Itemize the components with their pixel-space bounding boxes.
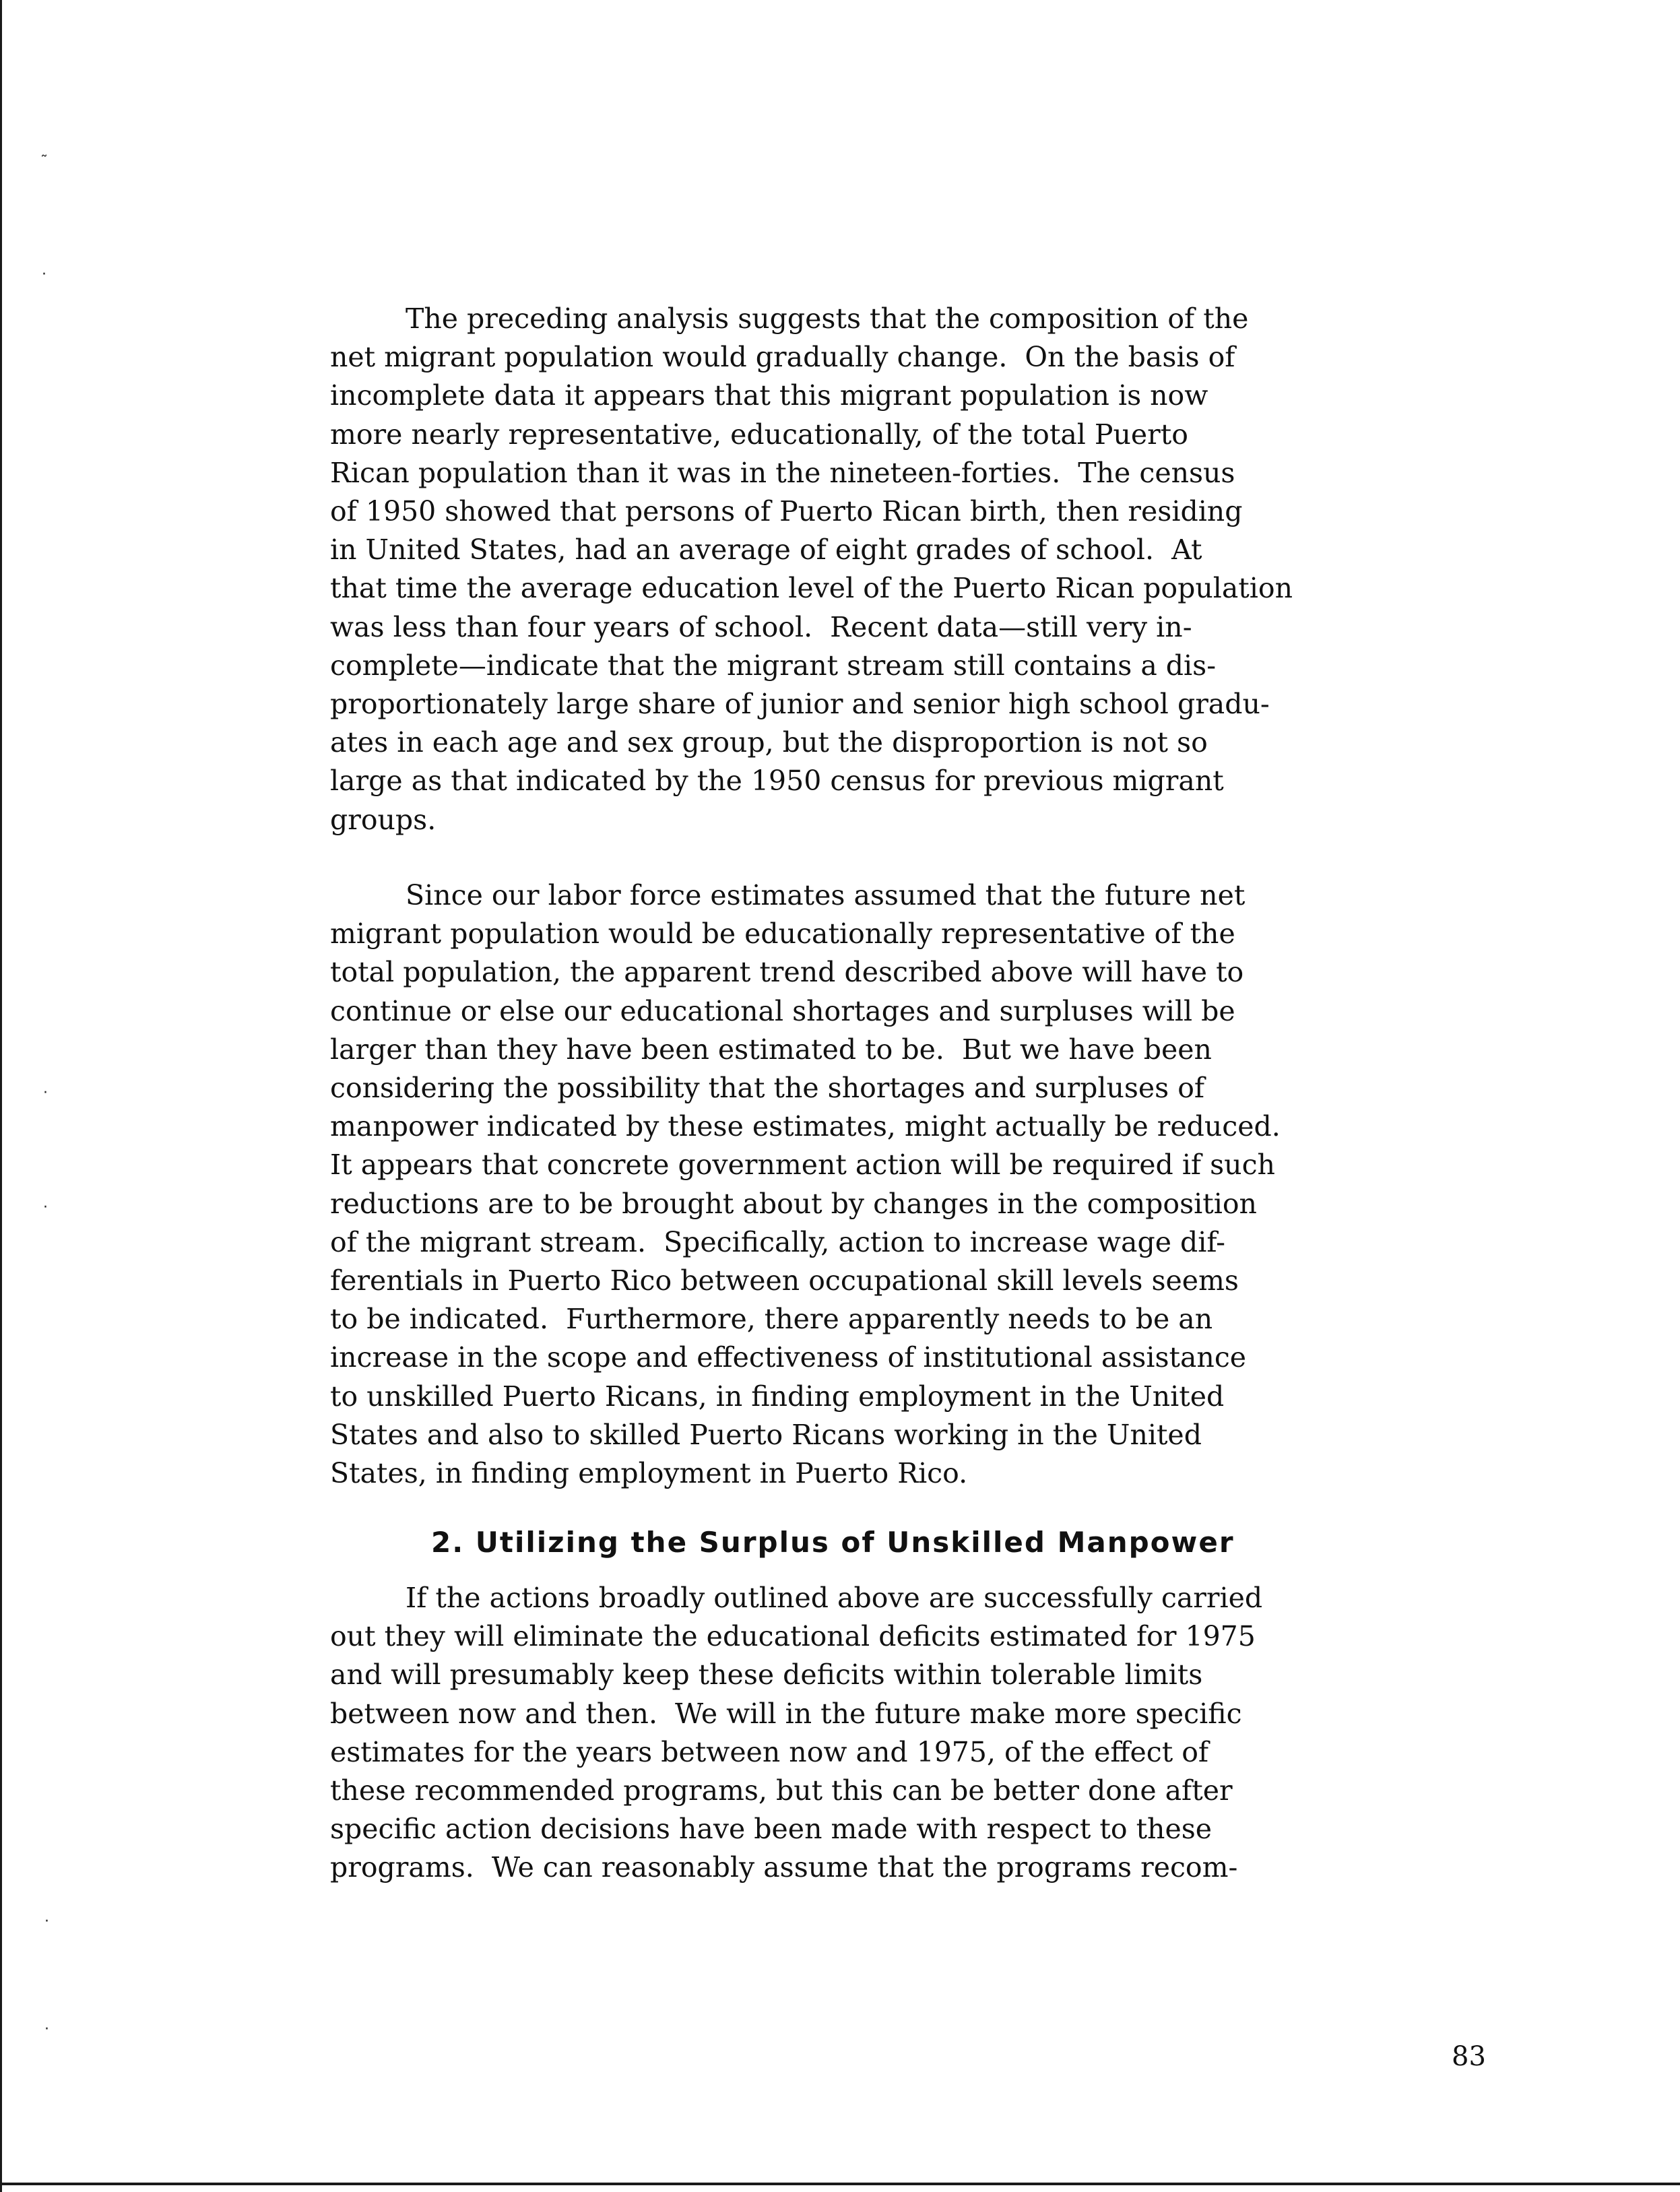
- margin-speck-mark: ·: [43, 1085, 48, 1101]
- section-heading: 2. Utilizing the Surplus of Unskilled Manpower: [431, 1526, 1235, 1559]
- text-line: States, in finding employment in Puerto Rico.: [330, 1457, 968, 1490]
- page-bottom-edge: [0, 2183, 1680, 2185]
- text-line: ates in each age and sex group, but the disproportion is not so: [330, 726, 1208, 759]
- text-line: The preceding analysis suggests that the composition of the: [406, 302, 1249, 335]
- text-line: incomplete data it appears that this migrant population is now: [330, 379, 1208, 412]
- text-line: to be indicated. Furthermore, there apparently needs to be an: [330, 1303, 1213, 1336]
- text-line: States and also to skilled Puerto Ricans working in the United: [330, 1418, 1202, 1451]
- text-line: of the migrant stream. Specifically, action to increase wage dif-: [330, 1225, 1225, 1258]
- text-line: larger than they have been estimated to be. But we have been: [330, 1033, 1212, 1066]
- text-line: groups.: [330, 803, 437, 836]
- text-line: of 1950 showed that persons of Puerto Rican birth, then residing: [330, 495, 1243, 528]
- margin-speck-mark: ·: [42, 266, 46, 283]
- text-line: It appears that concrete government action will be required if such: [330, 1149, 1275, 1182]
- text-line: and will presumably keep these deficits within tolerable limits: [330, 1658, 1203, 1691]
- text-line: continue or else our educational shortages and surpluses will be: [330, 994, 1235, 1027]
- text-line: programs. We can reasonably assume that the programs recom-: [330, 1851, 1238, 1884]
- text-line: between now and then. We will in the future make more specific: [330, 1697, 1242, 1730]
- text-line: ferentials in Puerto Rico between occupational skill levels seems: [330, 1264, 1239, 1297]
- text-line: proportionately large share of junior and senior high school gradu-: [330, 688, 1270, 721]
- page-left-edge: [0, 0, 2, 2192]
- text-line: to unskilled Puerto Ricans, in finding employment in the United: [330, 1380, 1225, 1413]
- text-line: complete—indicate that the migrant stream still contains a dis-: [330, 649, 1217, 682]
- text-line: net migrant population would gradually change. On the basis of: [330, 341, 1235, 374]
- text-line: manpower indicated by these estimates, might actually be reduced.: [330, 1110, 1281, 1143]
- margin-speck-mark: ·: [43, 1199, 48, 1216]
- text-line: migrant population would be educationally representative of the: [330, 917, 1235, 950]
- text-line: If the actions broadly outlined above are successfully carried: [406, 1582, 1263, 1614]
- margin-speck-mark: ·: [44, 2021, 49, 2038]
- paragraph-utilizing-surplus: [330, 1579, 1516, 1888]
- paragraph-labor-force-estimates: [330, 876, 1516, 1493]
- page-number: 83: [1452, 2041, 1486, 2072]
- text-line: total population, the apparent trend described above will have to: [330, 956, 1244, 989]
- text-line: reductions are to be brought about by changes in the composition: [330, 1187, 1257, 1220]
- text-line: large as that indicated by the 1950 census for previous migrant: [330, 765, 1224, 798]
- text-line: out they will eliminate the educational deficits estimated for 1975: [330, 1620, 1256, 1653]
- margin-speck-mark: ·: [44, 1913, 49, 1930]
- margin-speck-mark: ˜: [40, 154, 48, 170]
- text-line: was less than four years of school. Recent data—still very in-: [330, 610, 1192, 643]
- text-line: more nearly representative, educationally, of the total Puerto: [330, 418, 1188, 451]
- text-line: increase in the scope and effectiveness of institutional assistance: [330, 1341, 1247, 1374]
- text-line: that time the average education level of the Puerto Rican population: [330, 572, 1293, 605]
- text-line: in United States, had an average of eight grades of school. At: [330, 534, 1202, 567]
- text-line: considering the possibility that the shortages and surpluses of: [330, 1072, 1205, 1105]
- text-line: specific action decisions have been made with respect to these: [330, 1813, 1213, 1846]
- text-line: Since our labor force estimates assumed that the future net: [406, 879, 1246, 911]
- text-line: these recommended programs, but this can be better done after: [330, 1774, 1233, 1807]
- text-line: estimates for the years between now and 1975, of the effect of: [330, 1735, 1209, 1768]
- paragraph-preceding-analysis: [330, 300, 1516, 839]
- text-line: Rican population than it was in the nineteen-forties. The census: [330, 456, 1235, 489]
